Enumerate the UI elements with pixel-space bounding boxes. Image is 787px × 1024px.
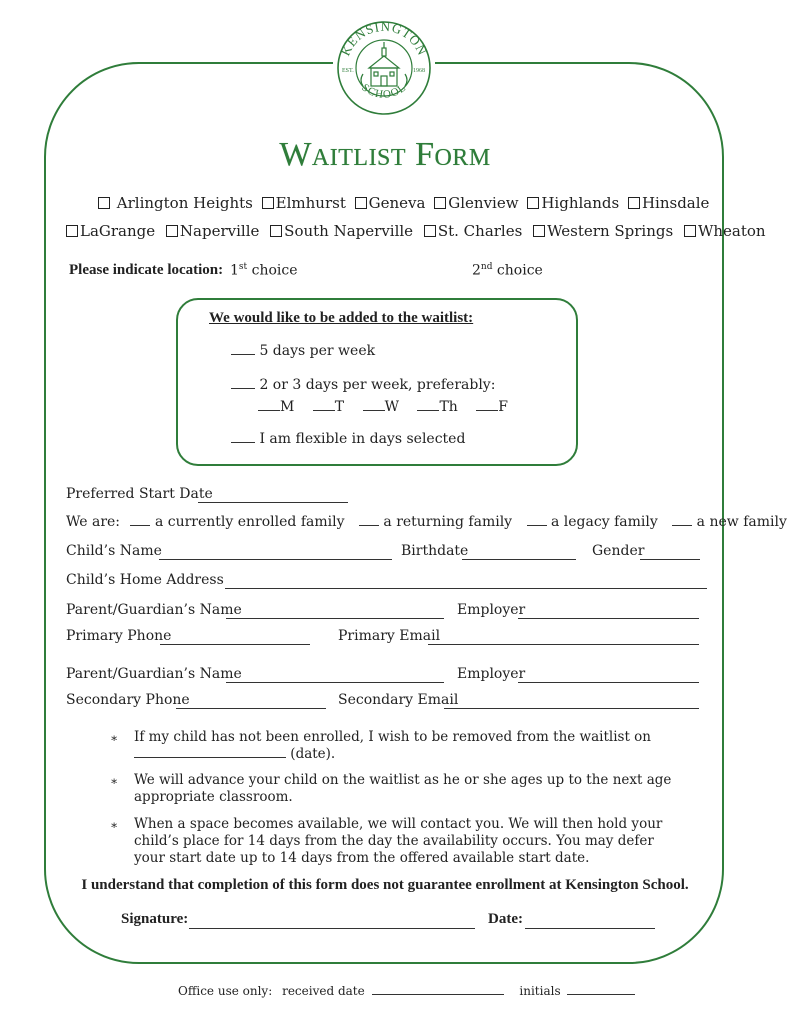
- checkbox-icon[interactable]: [262, 197, 274, 209]
- signature-label: Signature:: [121, 911, 189, 927]
- employer2-field[interactable]: [518, 682, 699, 683]
- location-option[interactable]: Hinsdale: [628, 194, 709, 212]
- location-option[interactable]: Highlands: [527, 194, 619, 212]
- employer2-label: Employer: [457, 666, 526, 682]
- checkbox-icon[interactable]: [434, 197, 446, 209]
- preferred-days-row: [258, 399, 508, 415]
- date-label: Date:: [488, 911, 523, 927]
- primary-phone-label: Primary Phone: [66, 628, 172, 644]
- checkbox-icon[interactable]: [98, 197, 110, 209]
- option-5-days[interactable]: 5 days per week: [231, 343, 375, 359]
- secondary-email-field[interactable]: [444, 708, 699, 709]
- location-row-1: [98, 194, 709, 212]
- start-date-label: Preferred Start Date: [66, 486, 213, 502]
- start-date-field[interactable]: [198, 502, 348, 503]
- checkbox-icon[interactable]: [355, 197, 367, 209]
- school-logo: [333, 10, 435, 120]
- blank-line[interactable]: [231, 377, 255, 389]
- location-option[interactable]: Naperville: [166, 222, 259, 240]
- form-title: Waitlist Form: [279, 136, 491, 173]
- location-prompt: Please indicate location:: [69, 262, 224, 278]
- disclaimer: I understand that completion of this form does not guarantee enrollment at Kensington School.: [81, 877, 689, 893]
- home-address-label: Child’s Home Address: [66, 572, 224, 588]
- bullet-icon: ∗: [110, 774, 119, 788]
- logo-name-bottom: SCHOOL: [359, 81, 409, 101]
- svg-text:KENSINGTON: [338, 19, 431, 58]
- location-option[interactable]: LaGrange: [66, 222, 155, 240]
- date-field[interactable]: [525, 928, 655, 929]
- location-option[interactable]: South Naperville: [270, 222, 413, 240]
- secondary-phone-label: Secondary Phone: [66, 692, 190, 708]
- employer1-label: Employer: [457, 602, 526, 618]
- checkbox-icon[interactable]: [166, 225, 178, 237]
- day-option[interactable]: W: [363, 399, 399, 415]
- checkbox-icon[interactable]: [66, 225, 78, 237]
- checkbox-icon[interactable]: [424, 225, 436, 237]
- birthdate-field[interactable]: [462, 559, 576, 560]
- parent1-name-label: Parent/Guardian’s Name: [66, 602, 242, 618]
- checkbox-icon[interactable]: [533, 225, 545, 237]
- kensington-seal-icon: [333, 10, 435, 120]
- day-option[interactable]: T: [313, 399, 344, 415]
- second-choice[interactable]: 2nd choice: [472, 262, 543, 279]
- parent1-name-field[interactable]: [226, 618, 444, 619]
- child-name-label: Child’s Name: [66, 543, 162, 559]
- day-option[interactable]: M: [258, 399, 294, 415]
- gender-field[interactable]: [640, 559, 700, 560]
- primary-phone-field[interactable]: [160, 644, 310, 645]
- blank-line[interactable]: [672, 514, 692, 526]
- checkbox-icon[interactable]: [527, 197, 539, 209]
- gender-label: Gender: [592, 543, 645, 559]
- birthdate-label: Birthdate: [401, 543, 469, 559]
- home-address-field[interactable]: [225, 588, 707, 589]
- first-choice[interactable]: 1st choice: [230, 262, 298, 279]
- initials-field[interactable]: [567, 983, 635, 995]
- location-option[interactable]: St. Charles: [424, 222, 522, 240]
- bullet-1-text: If my child has not been enrolled, I wish to be removed from the waitlist on (date).: [134, 729, 652, 762]
- blank-line[interactable]: [359, 514, 379, 526]
- bullet-3-text: When a space becomes available, we will contact you. We will then hold your child’s place for 14 days from the day the availability occurs. You may defer your start date up to 14 days from the offered available start date.: [134, 816, 663, 866]
- child-name-field[interactable]: [159, 559, 392, 560]
- location-row-2: [66, 222, 766, 240]
- checkbox-icon[interactable]: [684, 225, 696, 237]
- received-date-field[interactable]: [372, 983, 504, 995]
- bullet-icon: ∗: [110, 818, 119, 832]
- location-option[interactable]: Glenview: [434, 194, 518, 212]
- employer1-field[interactable]: [518, 618, 699, 619]
- svg-text:SCHOOL: [359, 82, 408, 101]
- blank-line[interactable]: [231, 343, 255, 355]
- location-option[interactable]: Wheaton: [684, 222, 766, 240]
- checkbox-icon[interactable]: [628, 197, 640, 209]
- blank-line[interactable]: [527, 514, 547, 526]
- removal-date-field[interactable]: [134, 746, 286, 758]
- signature-field[interactable]: [189, 928, 475, 929]
- primary-email-label: Primary Email: [338, 628, 441, 644]
- location-option[interactable]: Elmhurst: [262, 194, 346, 212]
- logo-name-top: KENSINGTON: [337, 18, 431, 59]
- location-option[interactable]: Geneva: [355, 194, 426, 212]
- logo-year: 1968: [413, 68, 425, 74]
- checkbox-icon[interactable]: [270, 225, 282, 237]
- family-type-row: We are: a currently enrolled family a returning family a legacy family a new family: [66, 514, 787, 530]
- bullet-icon: ∗: [110, 731, 119, 745]
- primary-email-field[interactable]: [428, 644, 699, 645]
- bullet-2-text: We will advance your child on the waitlist as he or she ages up to the next age appropriate classroom.: [134, 772, 672, 805]
- secondary-phone-field[interactable]: [176, 708, 326, 709]
- location-option[interactable]: Western Springs: [533, 222, 673, 240]
- day-option[interactable]: Th: [417, 399, 457, 415]
- office-use-row: Office use only: received date initials: [178, 983, 635, 998]
- location-option[interactable]: Arlington Heights: [98, 194, 253, 212]
- option-flexible[interactable]: I am flexible in days selected: [231, 431, 465, 447]
- waitlist-heading: We would like to be added to the waitlist:: [209, 310, 474, 326]
- logo-est: EST.: [342, 68, 354, 74]
- day-option[interactable]: F: [476, 399, 508, 415]
- parent2-name-field[interactable]: [226, 682, 444, 683]
- parent2-name-label: Parent/Guardian’s Name: [66, 666, 242, 682]
- blank-line[interactable]: [231, 431, 255, 443]
- secondary-email-label: Secondary Email: [338, 692, 459, 708]
- blank-line[interactable]: [130, 514, 150, 526]
- option-2-3-days[interactable]: 2 or 3 days per week, preferably:: [231, 377, 495, 393]
